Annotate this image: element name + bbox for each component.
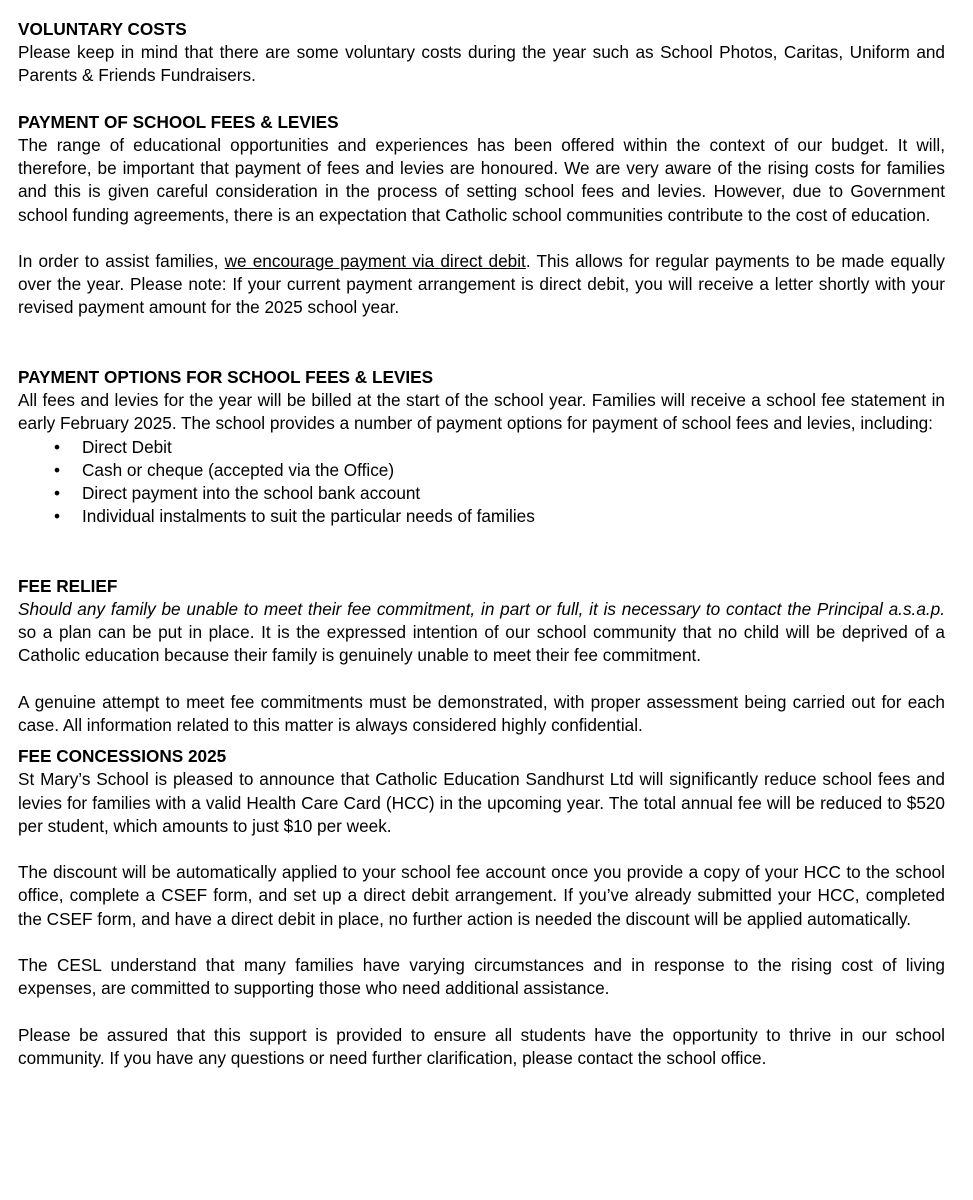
list-item-text: Direct payment into the school bank account	[82, 483, 421, 504]
payment-fees-heading: PAYMENT OF SCHOOL FEES & LEVIES	[18, 111, 339, 132]
payment-fees-paragraph-2	[18, 250, 945, 320]
direct-debit-emphasis: we encourage payment via direct debit	[224, 251, 526, 271]
voluntary-costs-text: Please keep in mind that there are some voluntary costs during the year such as School Photos, Caritas, Uniform and Parents & Friends Fundraisers.	[18, 42, 945, 86]
fee-relief-heading: FEE RELIEF	[18, 575, 118, 596]
fee-relief-paragraph-1	[18, 598, 945, 668]
fee-concessions-heading: FEE CONCESSIONS 2025	[18, 746, 227, 767]
fee-concessions-paragraph-2: The discount will be automatically applied to your school fee account once you provide a copy of your HCC to the school office, complete a CSEF form, and set up a direct debit arrangement. If you’ve already submitted your HCC, completed the CSEF form, and have a direct debit in place, no further action is needed the discount will be applied automatically.	[18, 862, 945, 929]
payment-fees-paragraph-1: The range of educational opportunities and experiences has been offered within the context of our budget. It will, therefore, be important that payment of fees and levies are honoured. We are very aware of the rising costs for families and this is given careful consideration in the process of setting school fees and levies. However, due to Government school funding agreements, there is an expectation that Catholic school communities contribute to the cost of education.	[18, 135, 945, 225]
document-page	[18, 18, 945, 1070]
fee-relief-section	[18, 575, 945, 737]
list-item	[18, 459, 945, 482]
fee-concessions-paragraph-4: Please be assured that this support is provided to ensure all students have the opportunity to thrive in our school community. If you have any questions or need further clarification, please contact the school office.	[18, 1024, 945, 1068]
list-item	[18, 482, 945, 505]
voluntary-costs-heading: VOLUNTARY COSTS	[18, 19, 187, 39]
bullet-icon: •	[54, 459, 61, 480]
payment-fees-paragraph-2-start: In order to assist families,	[18, 251, 225, 271]
bullet-icon: •	[54, 483, 61, 504]
list-item	[18, 436, 945, 459]
payment-options-heading: PAYMENT OPTIONS FOR SCHOOL FEES & LEVIES	[18, 367, 434, 387]
payment-options-section	[18, 366, 945, 528]
fee-relief-italic-text: Should any family be unable to meet their fee commitment, in part or full, it is necessary to contact the Principal a.s.a.p.	[18, 599, 945, 620]
payment-fees-paragraph-2-end: . This allows for regular payments to be made equally over the year. Please note: If your current payment arrangement is direct debit, you will receive a letter shortly with your revised payment amount for the 2025 school year.	[18, 251, 945, 318]
fee-relief-paragraph-2: A genuine attempt to meet fee commitments must be demonstrated, with proper assessment being carried out for each case. All information related to this matter is always considered highly confidential.	[18, 691, 945, 736]
list-item-text: Direct Debit	[82, 436, 172, 457]
list-item-text: Individual instalments to suit the particular needs of families	[82, 506, 535, 527]
payment-options-list	[18, 436, 945, 529]
bullet-icon: •	[54, 436, 61, 457]
voluntary-costs-section	[18, 18, 945, 88]
payment-options-intro: All fees and levies for the year will be billed at the start of the school year. Families will receive a school fee statement in early February 2025. The school provides a number of payment options for payment of school fees and levies, including:	[18, 390, 945, 434]
list-item	[18, 505, 945, 528]
fee-relief-paragraph-1-rest: so a plan can be put in place. It is the expressed intention of our school community that no child will be deprived of a Catholic education because their family is genuinely unable to meet their fee commitment.	[18, 622, 945, 666]
bullet-icon: •	[54, 506, 61, 527]
fee-concessions-paragraph-1: St Mary’s School is pleased to announce that Catholic Education Sandhurst Ltd will significantly reduce school fees and levies for families with a valid Health Care Card (HCC) in the upcoming year. The total annual fee will be reduced to $520 per student, which amounts to just $10 per week.	[18, 769, 945, 836]
list-item-text: Cash or cheque (accepted via the Office)	[82, 459, 395, 480]
payment-fees-section	[18, 111, 945, 320]
fee-concessions-section	[18, 745, 945, 1070]
fee-concessions-paragraph-3: The CESL understand that many families have varying circumstances and in response to the rising cost of living expenses, are committed to supporting those who need additional assistance.	[18, 955, 945, 999]
